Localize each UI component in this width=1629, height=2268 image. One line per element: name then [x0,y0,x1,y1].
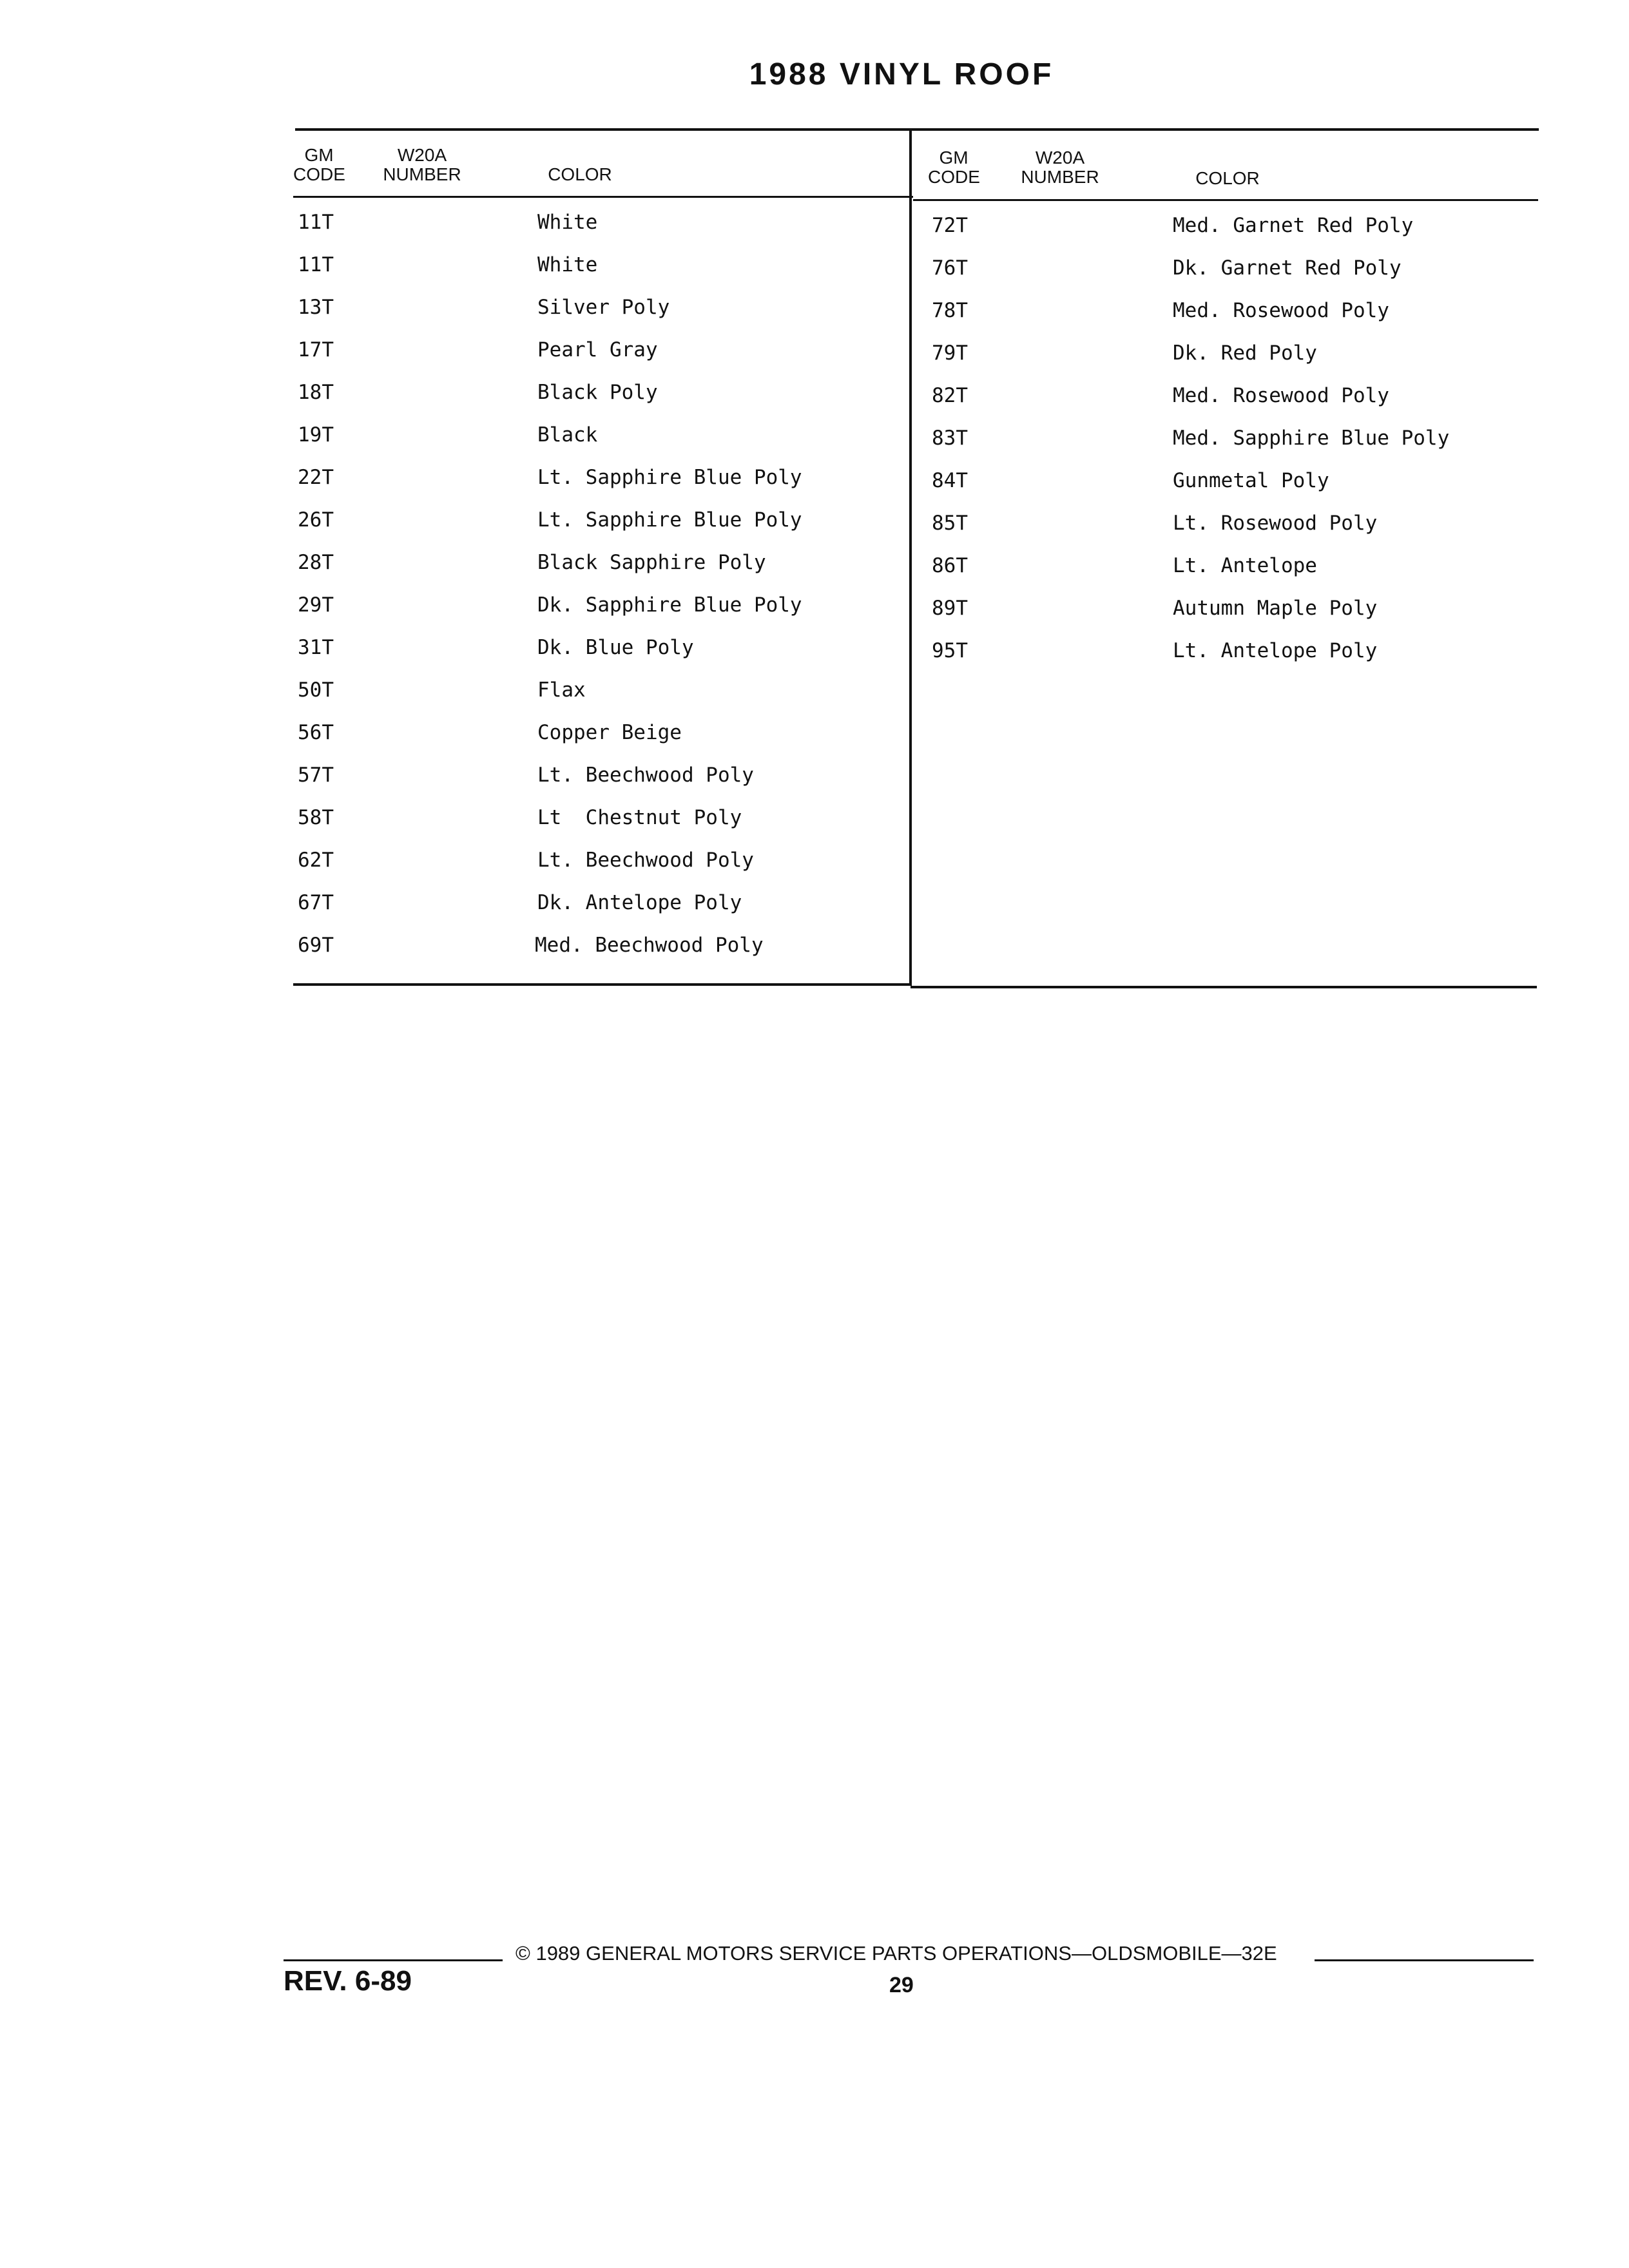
header-gm-code-left: GM CODE [293,145,345,184]
left-color: Dk. Antelope Poly [537,891,742,914]
left-code: 19T [298,423,334,447]
left-code: 31T [298,636,334,659]
table-column-divider [909,130,912,986]
right-code: 95T [932,639,968,662]
right-code: 79T [932,341,968,365]
page-number: 29 [889,1973,914,1997]
left-color: Dk. Sapphire Blue Poly [537,593,802,617]
left-code: 11T [298,253,334,276]
left-color: White [537,253,598,276]
right-color: Med. Rosewood Poly [1173,299,1389,322]
left-color: Pearl Gray [537,338,658,361]
left-color: Flax [537,678,586,702]
right-color: Autumn Maple Poly [1173,597,1378,620]
right-color: Med. Garnet Red Poly [1173,214,1414,237]
left-color: Black [537,423,598,447]
right-color: Lt. Rosewood Poly [1173,512,1378,535]
left-code: 67T [298,891,334,914]
right-code: 86T [932,554,968,577]
left-color: Lt. Sapphire Blue Poly [537,466,802,489]
left-code: 22T [298,466,334,489]
right-code: 85T [932,512,968,535]
left-color: Lt. Sapphire Blue Poly [537,508,802,532]
header-rule-right [913,199,1538,201]
left-color: White [537,211,598,234]
left-code: 17T [298,338,334,361]
left-color: Lt. Beechwood Poly [537,849,754,872]
page-title: 1988 VINYL ROOF [749,57,1054,91]
revision-label: REV. 6-89 [284,1965,412,1997]
left-color: Med. Beechwood Poly [535,934,764,957]
left-color: Silver Poly [537,296,670,319]
right-color: Med. Sapphire Blue Poly [1173,427,1450,450]
right-code: 76T [932,256,968,280]
right-color: Lt. Antelope [1173,554,1317,577]
right-color: Dk. Red Poly [1173,341,1317,365]
header-rule-left [293,196,913,198]
left-code: 13T [298,296,334,319]
header-gm-code-right: GM CODE [928,148,980,187]
left-code: 18T [298,381,334,404]
left-code: 28T [298,551,334,574]
left-code: 11T [298,211,334,234]
right-code: 83T [932,427,968,450]
header-w20a-number-left: W20A NUMBER [383,145,461,184]
left-code: 50T [298,678,334,702]
left-code: 62T [298,849,334,872]
header-color-left: COLOR [548,164,612,184]
table-bottom-rule-right [911,986,1537,988]
left-color: Dk. Blue Poly [537,636,694,659]
right-code: 84T [932,469,968,492]
right-code: 82T [932,384,968,407]
header-color-right: COLOR [1195,168,1260,188]
table-top-rule [295,128,1539,131]
left-code: 69T [298,934,334,957]
left-color: Black Poly [537,381,658,404]
right-color: Dk. Garnet Red Poly [1173,256,1402,280]
left-color: Lt Chestnut Poly [537,806,742,829]
left-code: 56T [298,721,334,744]
right-color: Med. Rosewood Poly [1173,384,1389,407]
header-w20a-number-right: W20A NUMBER [1021,148,1099,187]
left-code: 26T [298,508,334,532]
right-code: 72T [932,214,968,237]
right-code: 78T [932,299,968,322]
footer-rule-left [284,1959,503,1961]
right-color: Gunmetal Poly [1173,469,1329,492]
left-code: 57T [298,764,334,787]
right-color: Lt. Antelope Poly [1173,639,1378,662]
footer-copyright: © 1989 GENERAL MOTORS SERVICE PARTS OPERATIONS—OLDSMOBILE—32E [516,1942,1277,1965]
left-color: Black Sapphire Poly [537,551,766,574]
left-color: Lt. Beechwood Poly [537,764,754,787]
footer-rule-right [1315,1959,1534,1961]
table-bottom-rule-left [293,983,911,986]
right-code: 89T [932,597,968,620]
left-color: Copper Beige [537,721,682,744]
left-code: 58T [298,806,334,829]
left-code: 29T [298,593,334,617]
